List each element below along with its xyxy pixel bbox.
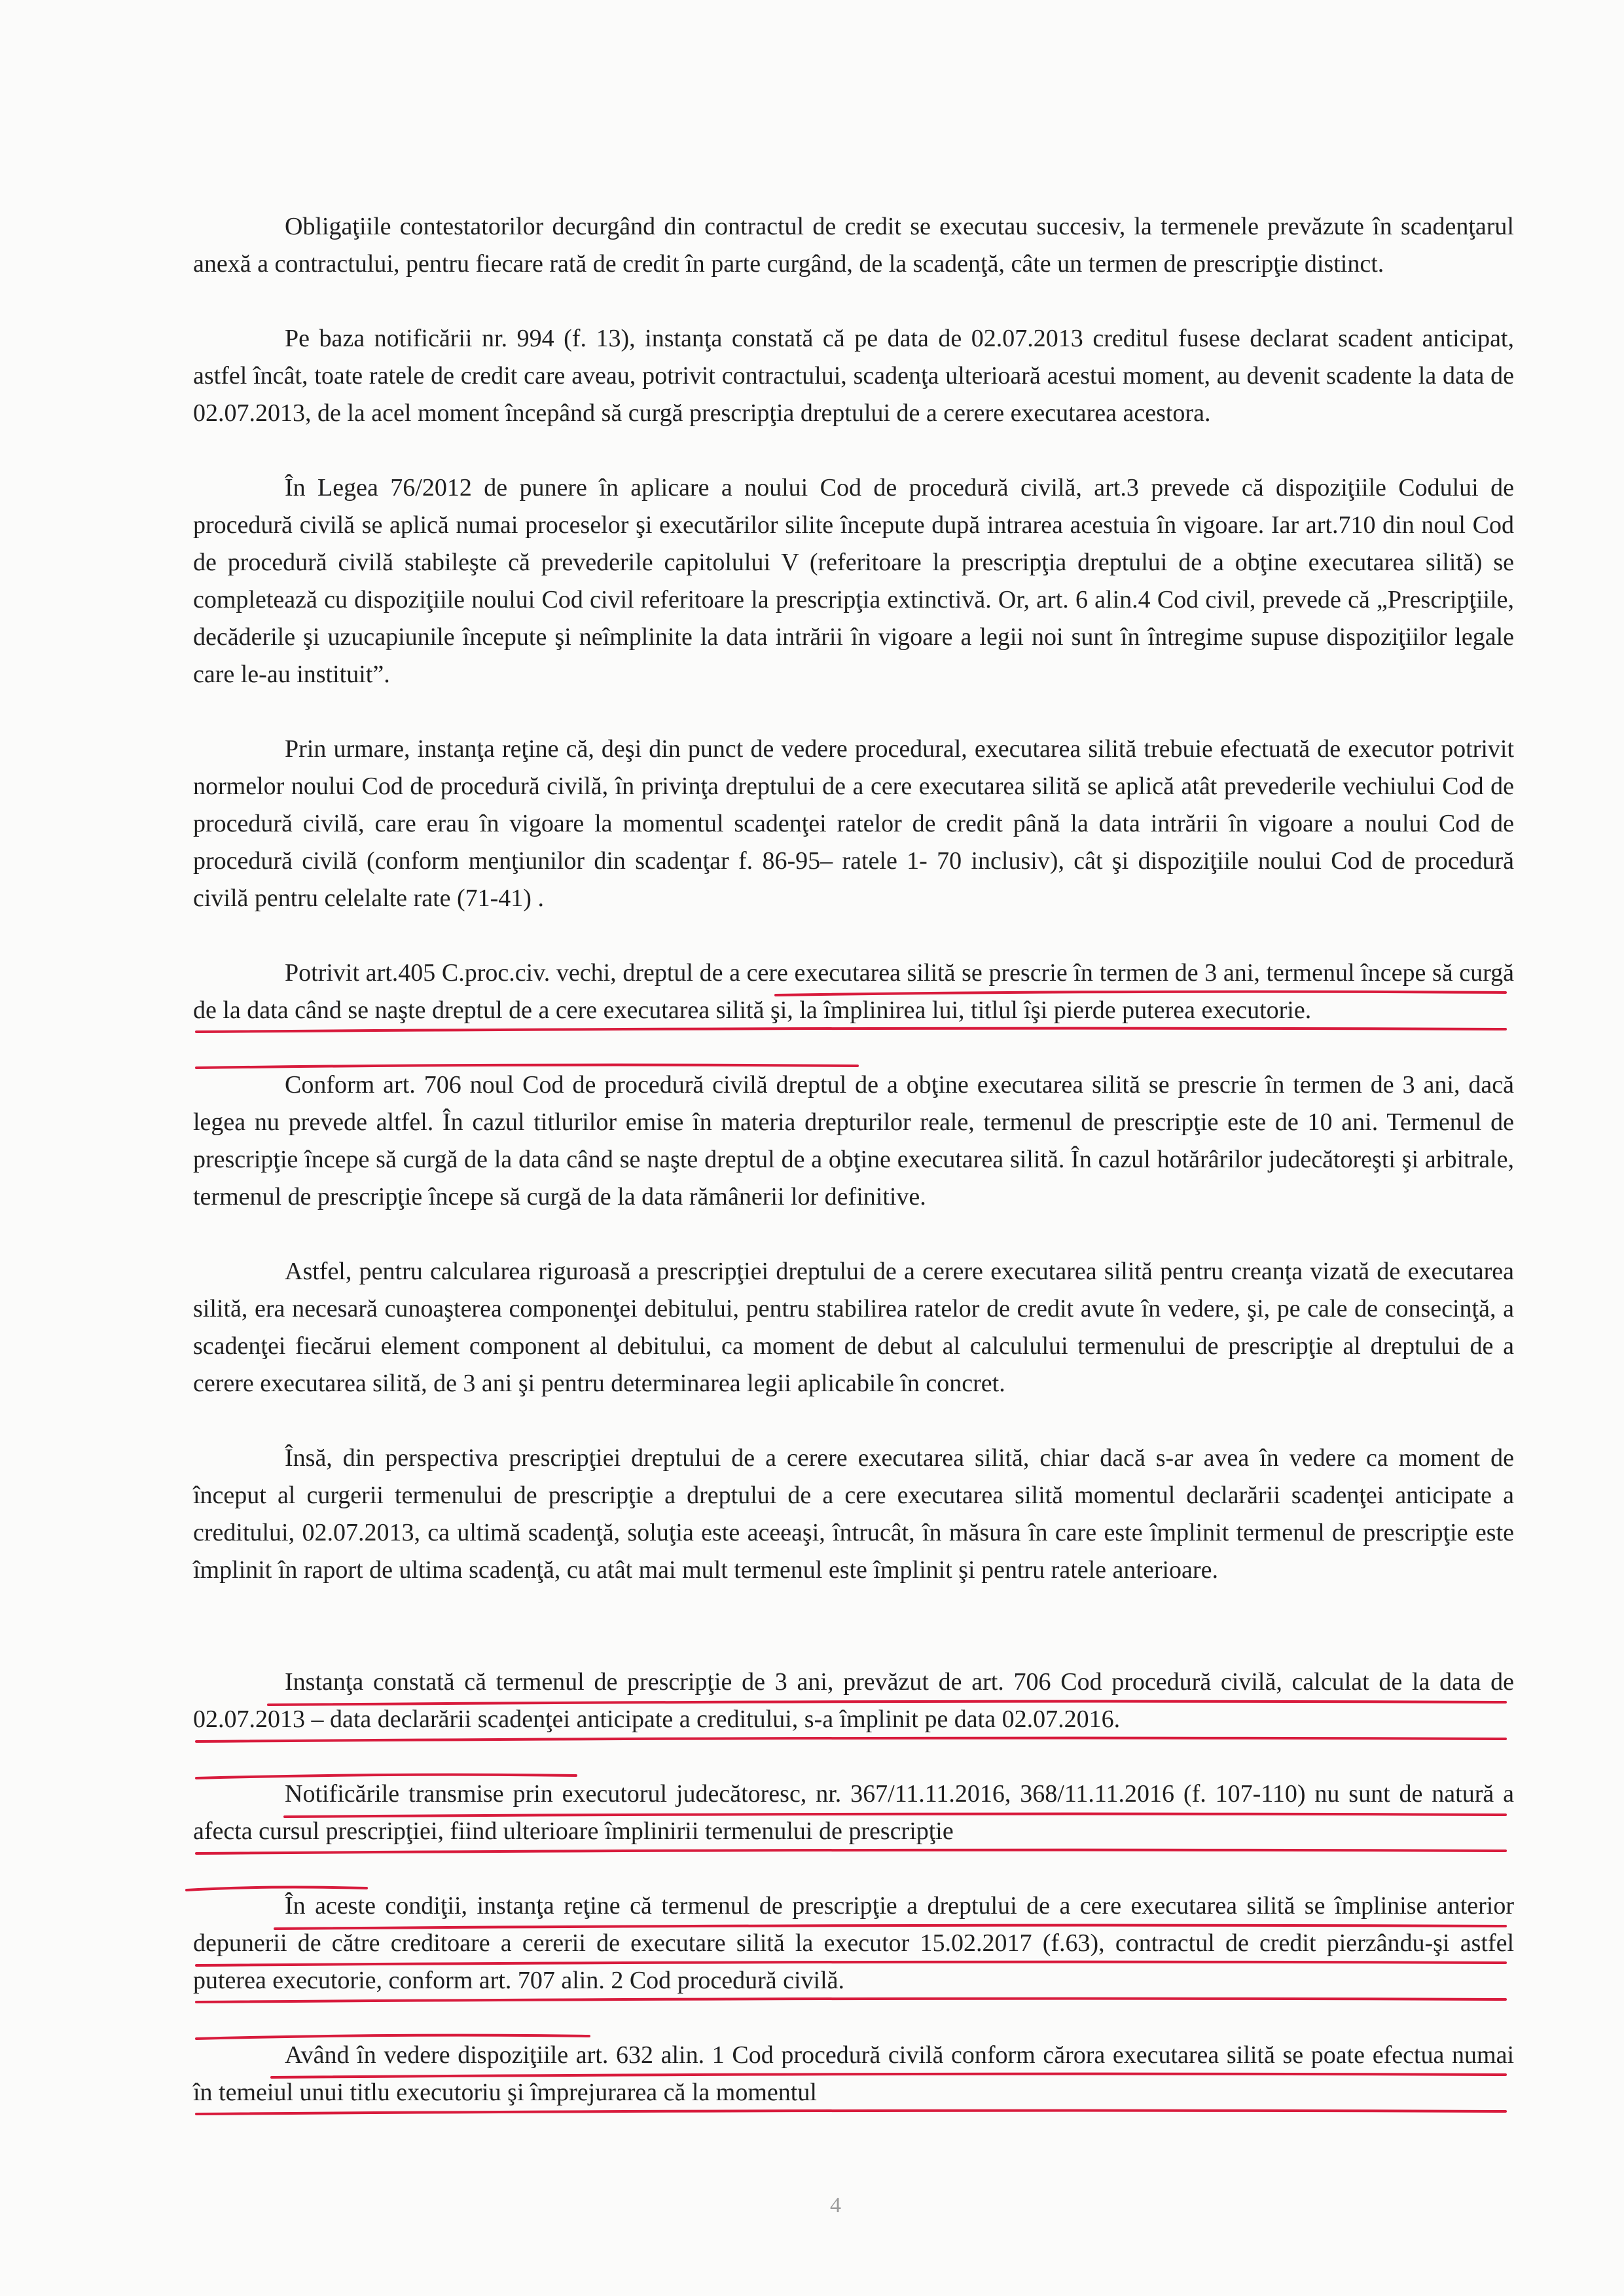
paragraph-8: Însă, din perspectiva prescripţiei dreptului de a cerere executarea silită, chiar dacă s-ar avea în vedere ca moment de început al curgerii termenului de prescripţie a dreptului de a cere executarea silită momentul declarării scadenţei anticipate a creditului, 02.07.2013, ca ultimă scadenţă, soluţia este aceeaşi, întrucât, în măsura în care este împlinit termenul de prescripţie este împlinit în raport de ultima scadenţă, cu atât mai mult termenul este împlinit şi pentru ratele anterioare. [193, 1444, 1514, 1584]
paragraph-12: Având în vedere dispoziţiile art. 632 alin. 1 Cod procedură civilă conform cărora executarea silită se poate efectua numai în temeiul unui titlu executoriu şi împrejurarea că la momentul [193, 2041, 1514, 2106]
paragraph-7: Astfel, pentru calcularea riguroasă a prescripţiei dreptului de a cerere executarea silită pentru creanţa vizată de executarea silită, era necesară cunoaşterea componenţei debitului, pentru stabilirea ratelor de credit avute în vedere, şi, pe cale de consecinţă, a scadenţei fiecărui element component al debitului, ca moment de debut al calculului termenului de prescripţie al dreptului de a cerere executarea silită, de 3 ani şi pentru determinarea legii aplicabile în concret. [193, 1258, 1514, 1397]
paragraph-3: În Legea 76/2012 de punere în aplicare a noului Cod de procedură civilă, art.3 prevede că dispoziţiile Codului de procedură civilă se aplică numai proceselor şi executărilor silite începute după intrarea acestuia în vigoare. Iar art.710 din noul Cod de procedură civilă stabileşte că prevederile capitolului V (referitoare la prescripţia dreptului de a obţine executarea silită) se completează cu dispoziţiile noului Cod civil referitoare la prescripţia extinctivă. Or, art. 6 alin.4 Cod civil, prevede că „Prescripţiile, decăderile şi uzucapiunile începute şi neîmplinite la data intrării în vigoare a legii noi sunt în întregime supuse dispoziţiilor legale care le-au instituit”. [193, 474, 1514, 688]
paragraph-9: Instanţa constată că termenul de prescripţie de 3 ani, prevăzut de art. 706 Cod procedură civilă, calculat de la data de 02.07.2013 – data declarării scadenţei anticipate a creditului, s-a împlinit pe data 02.07.2016. [193, 1668, 1514, 1733]
paragraph-1: Obligaţiile contestatorilor decurgând din contractul de credit se executau succesiv, la termenele prevăzute în scadenţarul anexă a contractului, pentru fiecare rată de credit în parte curgând, de la scadenţă, câte un termen de prescripţie distinct. [193, 213, 1514, 278]
paragraph-11: În aceste condiţii, instanţa reţine că termenul de prescripţie a dreptului de a cere executarea silită se împlinise anterior depunerii de către creditoare a cererii de executare silită la executor 15.02.2017 (f.63), contractul de credit pierzându-şi astfel puterea executorie, conform art. 707 alin. 2 Cod procedură civilă. [193, 1892, 1514, 1994]
page-number: 4 [830, 2193, 841, 2217]
paragraph-5: Potrivit art.405 C.proc.civ. vechi, dreptul de a cere executarea silită se prescrie în termen de 3 ani, termenul începe să curgă de la data când se naşte dreptul de a cere executarea silită şi, la împlinirea lui, titlul îşi pierde puterea executorie. [193, 959, 1514, 1024]
paragraph-2: Pe baza notificării nr. 994 (f. 13), instanţa constată că pe data de 02.07.2013 creditul fusese declarat scadent anticipat, astfel încât, toate ratele de credit care aveau, potrivit contractului, scadenţa ulterioară acestui moment, au devenit scadente la data de 02.07.2013, de la acel moment începând să curgă prescripţia dreptului de a cerere executarea acestora. [193, 325, 1514, 427]
underline-stroke [196, 1850, 1506, 1853]
underline-stroke [196, 1738, 1506, 1741]
paragraph-6: Conform art. 706 noul Cod de procedură civilă dreptul de a obţine executarea silită se prescrie în termen de 3 ani, dacă legea nu prevede altfel. În cazul titlurilor emise în materia drepturilor reale, termenul de prescripţie este de 10 ani. Termenul de prescripţie începe să curgă de la data când se naşte dreptul de a obţine executarea silită. În cazul hotărârilor judecătoreşti şi arbitrale, termenul de prescripţie începe să curgă de la data rămânerii lor definitive. [193, 1071, 1514, 1211]
paragraph-10: Notificările transmise prin executorul judecătoresc, nr. 367/11.11.2016, 368/11.11.2016 (f. 107-110) nu sunt de natură a afecta cursul prescripţiei, fiind ulterioare împlinirii termenului de prescripţie [193, 1780, 1514, 1845]
paragraph-4: Prin urmare, instanţa reţine că, deşi din punct de vedere procedural, executarea silită trebuie efectuată de executor potrivit normelor noului Cod de procedură civilă, în privinţa dreptului de a cere executarea silită se aplică atât prevederile vechiului Cod de procedură civilă, care erau în vigoare la momentul scadenţei ratelor de credit până la data intrării în vigoare a noului Cod de procedură civilă (conform menţiunilor din scadenţar f. 86-95– ratele 1- 70 inclusiv), cât şi dispoziţiile noului Cod de procedură civilă pentru celelalte rate (71-41) . [193, 735, 1514, 912]
